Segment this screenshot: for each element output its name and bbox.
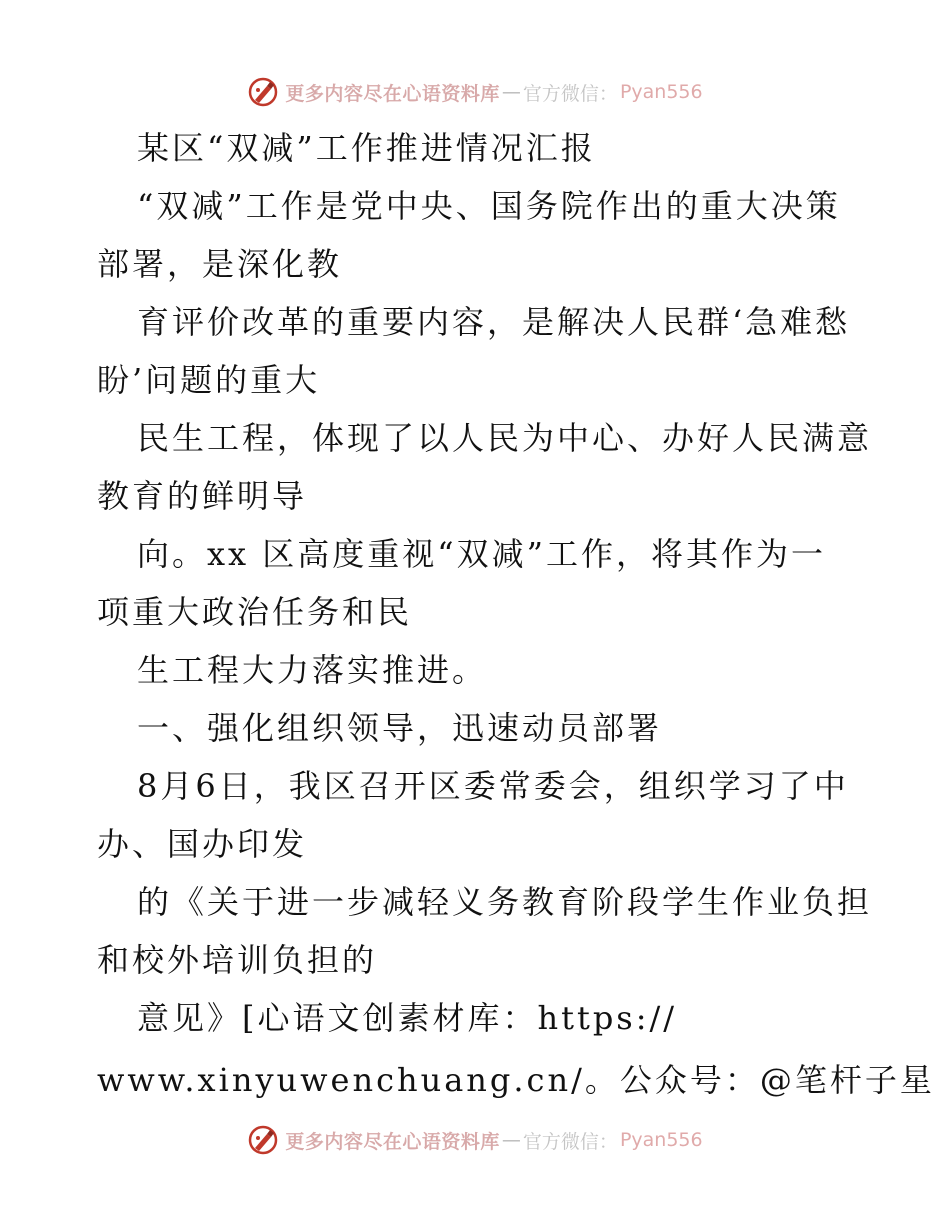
paragraph-line: 向。xx 区高度重视“双减”工作，将其作为一: [137, 535, 826, 573]
banner-text: 更多内容尽在心语资料库: [285, 1130, 500, 1153]
paragraph-line: 盼’问题的重大: [97, 361, 321, 399]
banner-dash: —: [501, 81, 521, 103]
banner-wechat-id: Pyan556: [619, 1129, 703, 1151]
paragraph-line: 民生工程，体现了以人民为中心、办好人民满意: [137, 419, 873, 457]
paragraph-line: 教育的鲜明导: [97, 477, 308, 515]
banner-wechat-id: Pyan556: [619, 81, 703, 103]
banner-official-label: 官方微信：: [522, 82, 618, 105]
paragraph-line: 和校外培训负担的: [97, 941, 378, 979]
paragraph-line: 意见》[心语文创素材库：https://: [137, 999, 678, 1037]
paragraph-line: 项重大政治任务和民: [97, 593, 413, 631]
paragraph-line: 育评价改革的重要内容，是解决人民群‘急难愁: [137, 303, 851, 341]
paragraph-line: 部署，是深化教: [97, 245, 343, 283]
pen-logo-icon: [247, 1124, 279, 1156]
paragraph-line: 8月6日，我区召开区委常委会，组织学习了中: [137, 767, 849, 805]
banner-official-label: 官方微信：: [522, 1130, 618, 1153]
paragraph-line: “双减”工作是党中央、国务院作出的重大决策: [137, 187, 841, 225]
paragraph-line: 的《关于进一步减轻义务教育阶段学生作业负担: [137, 883, 873, 921]
paragraph-line: 办、国办印发: [97, 825, 308, 863]
header-banner: [0, 72, 950, 112]
banner-text: 更多内容尽在心语资料库: [285, 82, 500, 105]
banner-dash: —: [501, 1129, 521, 1151]
section-heading: 一、强化组织领导，迅速动员部署: [137, 709, 663, 747]
paragraph-line: 生工程大力落实推进。: [137, 651, 488, 689]
document-title: 某区“双减”工作推进情况汇报: [137, 129, 596, 167]
pen-logo-icon: [247, 76, 279, 108]
paragraph-line: www.xinyuwenchuang.cn/。公众号：@笔杆子星: [97, 1061, 935, 1099]
footer-banner: [0, 1120, 950, 1160]
